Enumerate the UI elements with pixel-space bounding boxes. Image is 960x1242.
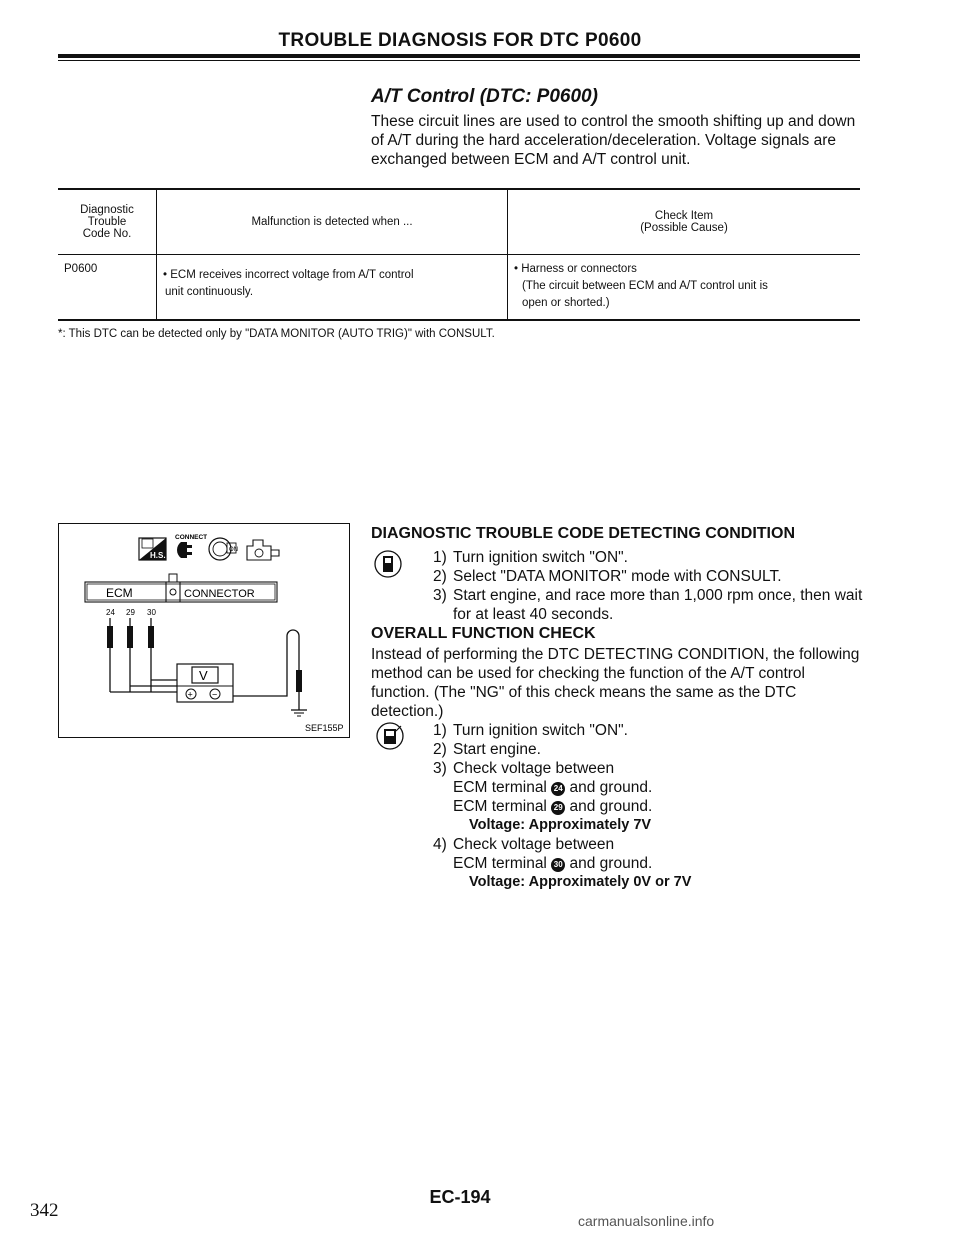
terminal-line: ECM terminal 29 and ground. — [453, 798, 653, 815]
voltage-spec: Voltage: Approximately 0V or 7V — [469, 874, 692, 890]
terminal-badge: 24 — [551, 782, 565, 796]
detecting-step: 3) Start engine, and race more than 1,000 rpm once, then wait for at least 40 seconds. — [433, 587, 863, 623]
ignition-on-icon — [209, 538, 238, 560]
header-code-line: Trouble — [87, 216, 127, 228]
table-row — [58, 255, 860, 321]
connector-label: CONNECTOR — [184, 588, 255, 600]
cell-malfunction — [157, 255, 508, 321]
svg-text:+: + — [187, 689, 193, 700]
terminal-label: 30 — [147, 608, 156, 617]
table-note: *: This DTC can be detected only by "DATA MONITOR (AUTO TRIG)" with CONSULT. — [58, 328, 495, 340]
test-probes — [107, 618, 177, 692]
detecting-step: 2) Select "DATA MONITOR" mode with CONSULT. — [433, 568, 782, 585]
terminal-badge: 29 — [551, 801, 565, 815]
terminal-line: ECM terminal 24 and ground. — [453, 779, 653, 796]
svg-text:H.S.: H.S. — [150, 551, 166, 560]
header-code-line: Diagnostic — [80, 204, 134, 216]
svg-text:V: V — [199, 668, 208, 683]
terminal-label: 24 — [106, 608, 115, 617]
overall-step: 2) Start engine. — [433, 741, 541, 758]
cell-check — [508, 255, 861, 321]
detecting-steps — [371, 548, 863, 624]
code-value: P0600 — [64, 263, 98, 275]
cell-code — [58, 255, 157, 321]
terminal-line: ECM terminal 30 and ground. — [453, 855, 653, 872]
procedures — [371, 524, 863, 892]
page-number: 342 — [30, 1200, 59, 1221]
overall-heading: OVERALL FUNCTION CHECK — [371, 625, 596, 642]
circuit-diagram — [58, 523, 350, 738]
plug-icon — [177, 542, 192, 558]
dtc-table — [58, 188, 860, 321]
header-code — [58, 189, 157, 255]
intro-paragraph: These circuit lines are used to control the smooth shifting up and down of A/T during the hard acceleration/deceleration. Voltage signals are exchanged between ECM and A/T control unit. — [371, 113, 856, 168]
engine-start-icon — [247, 540, 279, 560]
check-line: open or shorted.) — [522, 297, 610, 309]
overall-step: 4) Check voltage between — [433, 836, 615, 853]
ecm-label: ECM — [106, 586, 133, 600]
malfunction-line: • ECM receives incorrect voltage from A/T control — [163, 269, 414, 281]
header-code-line: Code No. — [82, 228, 132, 240]
page-code: EC-194 — [429, 1187, 491, 1207]
svg-text:ON: ON — [229, 547, 238, 553]
overall-steps — [371, 721, 863, 892]
watermark: carmanualsonline.info — [578, 1213, 715, 1229]
ground-symbol — [291, 710, 307, 716]
terminal-badge: 30 — [551, 858, 565, 872]
header-malfunction: Malfunction is detected when ... — [157, 189, 508, 255]
overall-intro: Instead of performing the DTC DETECTING CONDITION, the following method can be used for checking the function of the A/T control function. (The "NG" of this check means the same as the DTC detection.) — [371, 646, 860, 720]
page-title: TROUBLE DIAGNOSIS FOR DTC P0600 — [278, 30, 642, 51]
detecting-step: 1) Turn ignition switch "ON". — [433, 549, 628, 566]
hs-badge-icon — [139, 538, 166, 560]
detecting-heading: DIAGNOSTIC TROUBLE CODE DETECTING CONDITION — [371, 525, 795, 542]
overall-step: 1) Turn ignition switch "ON". — [433, 722, 628, 739]
check-line: (The circuit between ECM and A/T control unit is — [522, 280, 768, 292]
svg-text:−: − — [212, 689, 218, 700]
header-check-line: (Possible Cause) — [640, 222, 728, 234]
voltage-spec: Voltage: Approximately 7V — [469, 817, 652, 833]
title-rule-thin — [58, 60, 860, 61]
malfunction-line: unit continuously. — [165, 286, 254, 298]
voltmeter-icon — [177, 664, 233, 702]
header-check — [508, 189, 861, 255]
header-check-line: Check Item — [654, 210, 714, 222]
overall-step: 3) Check voltage between — [433, 760, 615, 777]
terminal-label: 29 — [126, 608, 135, 617]
check-line: • Harness or connectors — [514, 263, 637, 275]
connect-label: CONNECT — [175, 534, 208, 541]
table-header-row — [58, 189, 860, 255]
section-heading: A/T Control (DTC: P0600) — [371, 86, 598, 107]
figure-code: SEF155P — [305, 723, 344, 733]
title-rule — [58, 54, 860, 58]
